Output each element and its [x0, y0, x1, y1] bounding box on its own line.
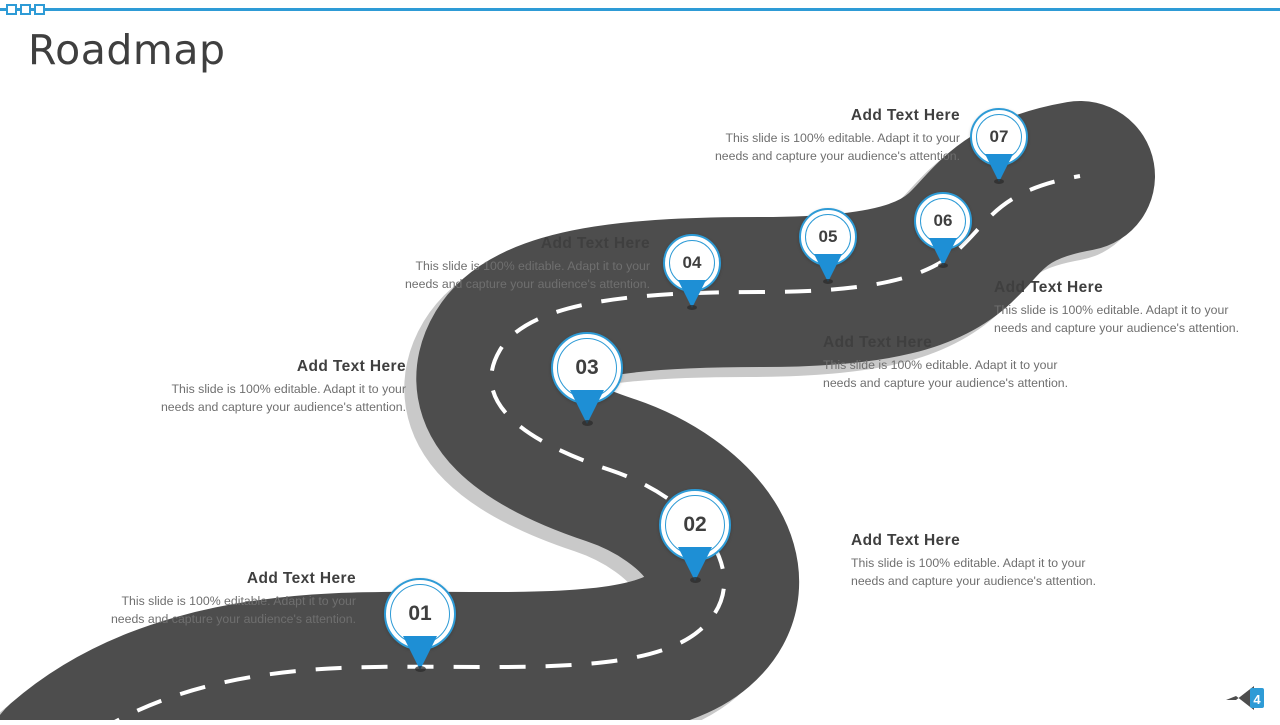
step-marker-03[interactable] [551, 332, 625, 428]
marker-number: 01 [408, 602, 432, 625]
callout-title: Add Text Here [851, 532, 961, 549]
map-pin-icon [570, 390, 604, 424]
callout-02 [851, 532, 1121, 591]
callout-title: Add Text Here [850, 107, 960, 124]
pin-shadow-dot [823, 279, 833, 284]
callout-title: Add Text Here [246, 570, 356, 587]
callout-03 [136, 358, 406, 417]
pin-shadow-dot [938, 263, 948, 268]
callout-title: Add Text Here [540, 235, 650, 252]
pin-shadow-dot [415, 666, 426, 672]
marker-number: 07 [989, 127, 1009, 146]
pin-shadow-dot [687, 305, 697, 310]
callout-06 [994, 279, 1264, 338]
callout-title: Add Text Here [994, 279, 1104, 296]
callout-body: This slide is 100% editable. Adapt it to your needs and capture your audience's attention. [851, 556, 1097, 588]
step-marker-05[interactable] [799, 208, 859, 288]
step-marker-06[interactable] [914, 192, 974, 272]
step-marker-02[interactable] [659, 489, 733, 585]
svg-text:4: 4 [1253, 692, 1261, 707]
pin-shadow-dot [690, 577, 701, 583]
marker-number: 04 [682, 253, 702, 272]
callout-07 [690, 107, 960, 166]
megaphone-logo-icon [1224, 680, 1268, 714]
callout-title: Add Text Here [823, 334, 933, 351]
map-pin-icon [985, 154, 1013, 182]
callout-body: This slide is 100% editable. Adapt it to your needs and capture your audience's attention. [404, 259, 650, 291]
callout-body: This slide is 100% editable. Adapt it to your needs and capture your audience's attention. [994, 303, 1240, 335]
map-pin-icon [929, 238, 957, 266]
callout-05 [823, 334, 1093, 393]
callout-body: This slide is 100% editable. Adapt it to your needs and capture your audience's attention. [823, 358, 1069, 390]
pin-shadow-dot [994, 179, 1004, 184]
callout-body: This slide is 100% editable. Adapt it to your needs and capture your audience's attention. [110, 594, 356, 626]
callout-body: This slide is 100% editable. Adapt it to your needs and capture your audience's attention. [714, 131, 960, 163]
page-title: Roadmap [28, 26, 226, 74]
callout-04 [380, 235, 650, 294]
marker-number: 06 [933, 211, 953, 230]
map-pin-icon [403, 636, 437, 670]
step-marker-01[interactable] [384, 578, 458, 674]
map-pin-icon [678, 547, 712, 581]
step-marker-07[interactable] [970, 108, 1030, 188]
map-pin-icon [678, 280, 706, 308]
pin-shadow-dot [582, 420, 593, 426]
marker-number: 05 [818, 227, 838, 246]
callout-title: Add Text Here [296, 358, 406, 375]
callout-01 [86, 570, 356, 629]
marker-number: 02 [683, 513, 707, 536]
map-pin-icon [814, 254, 842, 282]
callout-body: This slide is 100% editable. Adapt it to your needs and capture your audience's attention. [160, 382, 406, 414]
step-marker-04[interactable] [663, 234, 723, 314]
marker-number: 03 [575, 356, 599, 379]
